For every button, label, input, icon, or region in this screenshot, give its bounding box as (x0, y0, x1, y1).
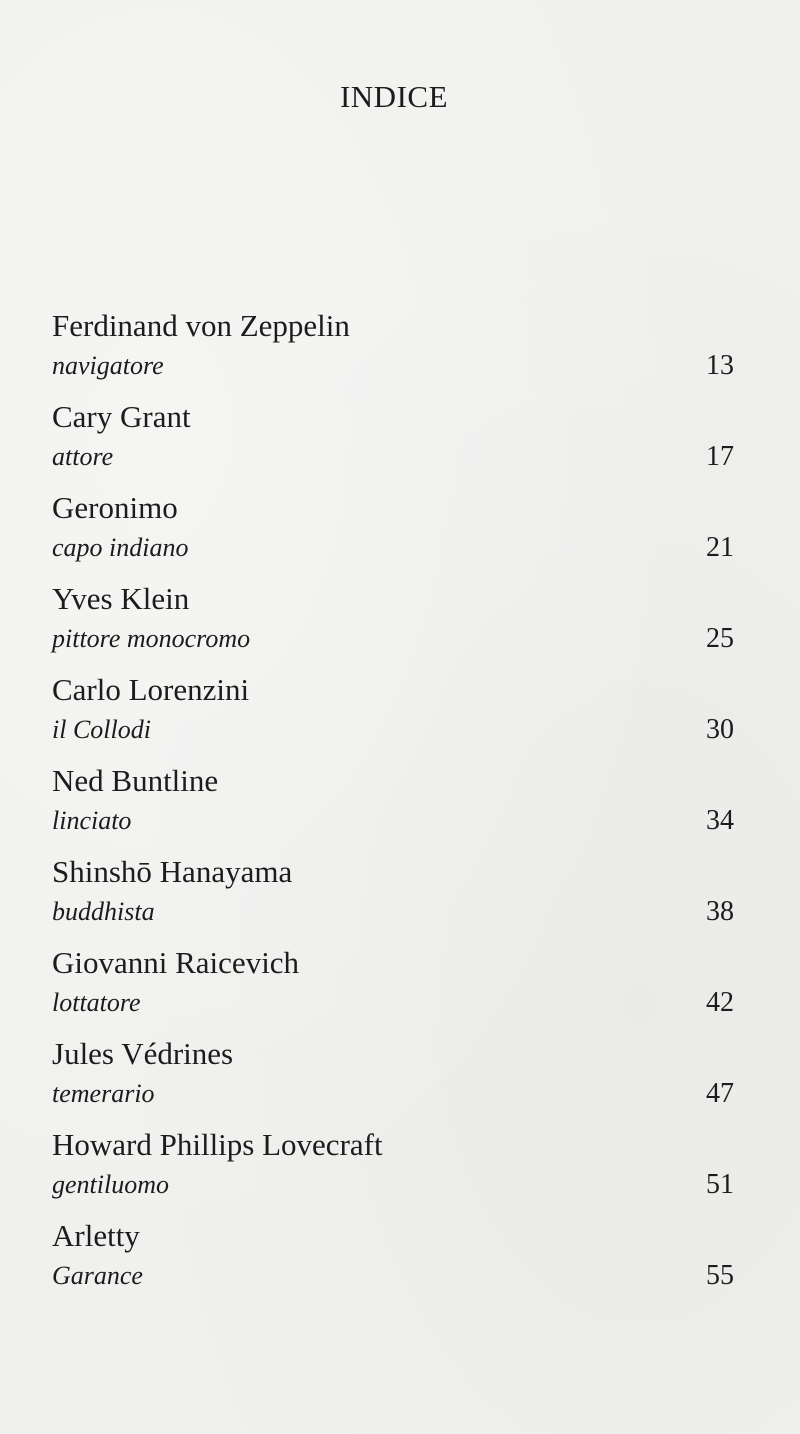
toc-entry-subtitle: pittore monocromo (52, 624, 251, 653)
toc-entry (52, 306, 734, 397)
toc-entry-subtitle: attore (52, 442, 114, 471)
toc-entry-name: Howard Phillips Lovecraft (52, 1127, 383, 1162)
toc-entry-page-number: 55 (706, 1260, 734, 1291)
toc-entry-page-number: 51 (706, 1169, 734, 1200)
toc-entry-subtitle: capo indiano (52, 533, 189, 562)
toc-entry-name: Carlo Lorenzini (52, 672, 250, 707)
toc-entry-subtitle: gentiluomo (52, 1170, 169, 1199)
toc-entry (52, 1125, 734, 1216)
page-title: INDICE (339, 78, 449, 114)
toc-entry-subtitle: buddhista (52, 897, 155, 926)
toc-entry-page-number: 13 (706, 350, 734, 381)
toc-entry-page-number: 21 (706, 532, 734, 563)
toc-entry-page-number: 47 (706, 1078, 734, 1109)
toc-entry (52, 1216, 734, 1307)
toc-entry (52, 943, 734, 1034)
toc-entry-name: Shinshō Hanayama (52, 854, 293, 889)
toc-entry (52, 852, 734, 943)
toc-entry (52, 579, 734, 670)
toc-entry (52, 761, 734, 852)
toc-entry-page-number: 25 (706, 623, 734, 654)
toc-entry-subtitle: linciato (52, 806, 132, 835)
toc-entry-subtitle: lottatore (52, 988, 141, 1017)
toc-entry (52, 397, 734, 488)
toc-entry-subtitle: Garance (52, 1261, 143, 1290)
toc-entry-name: Arletty (52, 1218, 140, 1253)
toc-entry-name: Ned Buntline (52, 763, 219, 798)
toc-entry-name: Giovanni Raicevich (52, 945, 300, 980)
toc-entry-name: Geronimo (52, 490, 178, 525)
toc-entry-subtitle: il Collodi (52, 715, 151, 744)
toc-entry-page-number: 38 (706, 896, 734, 927)
toc-entry-page-number: 42 (706, 987, 734, 1018)
toc-entry-subtitle: temerario (52, 1079, 155, 1108)
toc-entry-name: Yves Klein (52, 581, 190, 616)
toc-entry-name: Jules Védrines (52, 1036, 234, 1071)
toc-entry-name: Ferdinand von Zeppelin (52, 308, 350, 343)
toc-entry (52, 1034, 734, 1125)
toc-entry (52, 488, 734, 579)
toc-entry (52, 670, 734, 761)
toc-entry-subtitle: navigatore (52, 351, 164, 380)
toc-entry-name: Cary Grant (52, 399, 191, 434)
table-of-contents (52, 306, 734, 1307)
toc-entry-page-number: 17 (706, 441, 734, 472)
toc-entry-page-number: 34 (706, 805, 734, 836)
toc-entry-page-number: 30 (706, 714, 734, 745)
